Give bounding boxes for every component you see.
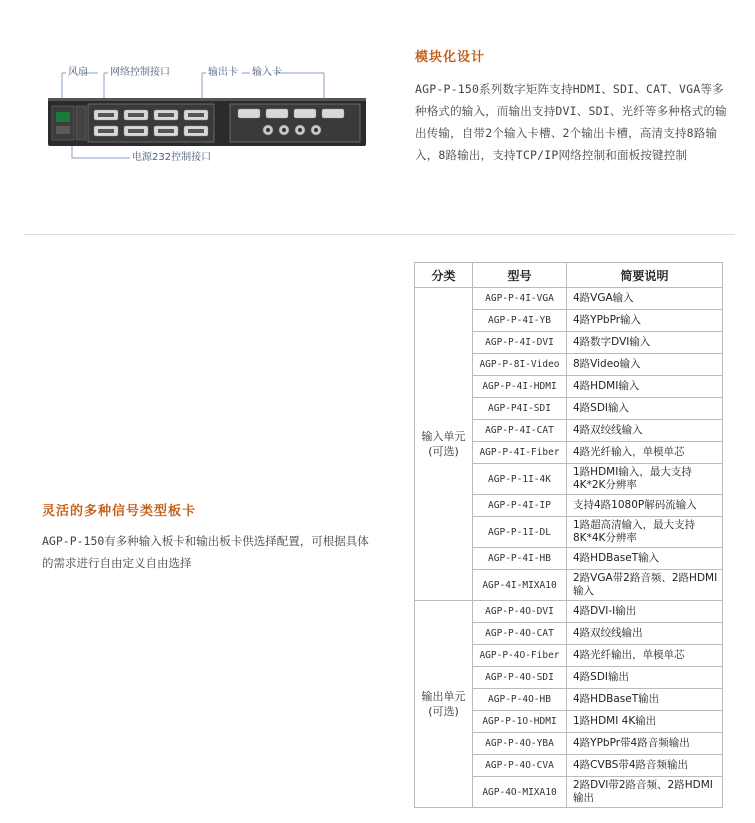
signal-cards-heading: 灵活的多种信号类型板卡 <box>42 504 197 519</box>
table-row <box>415 288 723 310</box>
model-cell: AGP-P-4O-Fiber <box>473 645 567 667</box>
description-cell: 4路双绞线输入 <box>567 420 723 442</box>
description-cell: 支持4路1080P解码流输入 <box>567 495 723 517</box>
description-cell: 4路SDI输出 <box>567 667 723 689</box>
description-cell: 4路数字DVI输入 <box>567 332 723 354</box>
model-cell: AGP-P-1I-DL <box>473 517 567 548</box>
description-cell: 2路DVI带2路音频、2路HDMI输出 <box>567 777 723 808</box>
header-category: 分类 <box>415 263 473 288</box>
callout-fan: 风扇 <box>68 67 88 78</box>
description-cell: 1路超高清输入，最大支持8K*4K分辨率 <box>567 517 723 548</box>
table-row <box>415 601 723 623</box>
model-cell: AGP-P-4I-DVI <box>473 332 567 354</box>
model-cell: AGP-P-4I-Fiber <box>473 442 567 464</box>
model-cell: AGP-P-4I-VGA <box>473 288 567 310</box>
model-cell: AGP-4I-MIXA10 <box>473 570 567 601</box>
category-cell: 输出单元 (可选) <box>415 601 473 808</box>
description-cell: 4路CVBS带4路音频输出 <box>567 755 723 777</box>
model-cell: AGP-P-4I-CAT <box>473 420 567 442</box>
description-cell: 2路VGA带2路音频、2路HDMI输入 <box>567 570 723 601</box>
model-cell: AGP-P-1I-4K <box>473 464 567 495</box>
category-cell: 输入单元 (可选) <box>415 288 473 601</box>
description-cell: 4路光纤输入，单模单芯 <box>567 442 723 464</box>
modular-design-description: AGP-P-150系列数字矩阵支持HDMI、SDI、CAT、VGA等多种格式的输入，而输出支持DVI、SDI、光纤等多种格式的输出传输，自带2个输入卡槽、2个输出卡槽，高清支持8路输入，8路输出，支持TCP/IP网络控制和面板按键控制 <box>415 82 727 162</box>
description-cell: 4路HDBaseT输入 <box>567 548 723 570</box>
model-cell: AGP-P-4I-YB <box>473 310 567 332</box>
model-cell: AGP-P-4O-HB <box>473 689 567 711</box>
model-cell: AGP-P4I-SDI <box>473 398 567 420</box>
model-cell: AGP-P-4O-YBA <box>473 733 567 755</box>
description-cell: 4路VGA输入 <box>567 288 723 310</box>
description-cell: 4路YPbPr带4路音频输出 <box>567 733 723 755</box>
model-cell: AGP-P-4I-HB <box>473 548 567 570</box>
header-description: 简要说明 <box>567 263 723 288</box>
signal-cards-description: AGP-P-150有多种输入板卡和输出板卡供选择配置，可根据具体的需求进行自由定义自由选择 <box>42 534 369 570</box>
model-cell: AGP-P-4O-CVA <box>473 755 567 777</box>
description-cell: 4路光纤输出，单模单芯 <box>567 645 723 667</box>
model-cell: AGP-P-4I-HDMI <box>473 376 567 398</box>
device-photo <box>42 60 372 170</box>
table-header-row <box>415 263 723 288</box>
model-cell: AGP-P-4O-CAT <box>473 623 567 645</box>
description-cell: 4路HDBaseT输出 <box>567 689 723 711</box>
description-cell: 4路DVI-I输出 <box>567 601 723 623</box>
callout-input-card: 输入卡 <box>252 67 282 78</box>
model-cell: AGP-P-4I-IP <box>473 495 567 517</box>
description-cell: 1路HDMI输入，最大支持4K*2K分辨率 <box>567 464 723 495</box>
table-body <box>415 288 723 808</box>
callout-output-card: 输出卡 <box>208 67 238 78</box>
header-model: 型号 <box>473 263 567 288</box>
model-cell: AGP-P-4O-SDI <box>473 667 567 689</box>
description-cell: 4路YPbPr输入 <box>567 310 723 332</box>
description-cell: 4路HDMI输入 <box>567 376 723 398</box>
model-cell: AGP-P-8I-Video <box>473 354 567 376</box>
model-cell: AGP-P-1O-HDMI <box>473 711 567 733</box>
description-cell: 1路HDMI 4K输出 <box>567 711 723 733</box>
card-table <box>414 262 723 808</box>
modular-design-heading: 模块化设计 <box>415 50 486 65</box>
callout-power-rs232: 电源232控制接口 <box>132 152 212 163</box>
description-cell: 4路双绞线输出 <box>567 623 723 645</box>
description-cell: 8路Video输入 <box>567 354 723 376</box>
model-cell: AGP-4O-MIXA10 <box>473 777 567 808</box>
model-cell: AGP-P-4O-DVI <box>473 601 567 623</box>
description-cell: 4路SDI输入 <box>567 398 723 420</box>
callout-network-port: 网络控制接口 <box>110 67 170 78</box>
section-divider <box>24 234 735 235</box>
